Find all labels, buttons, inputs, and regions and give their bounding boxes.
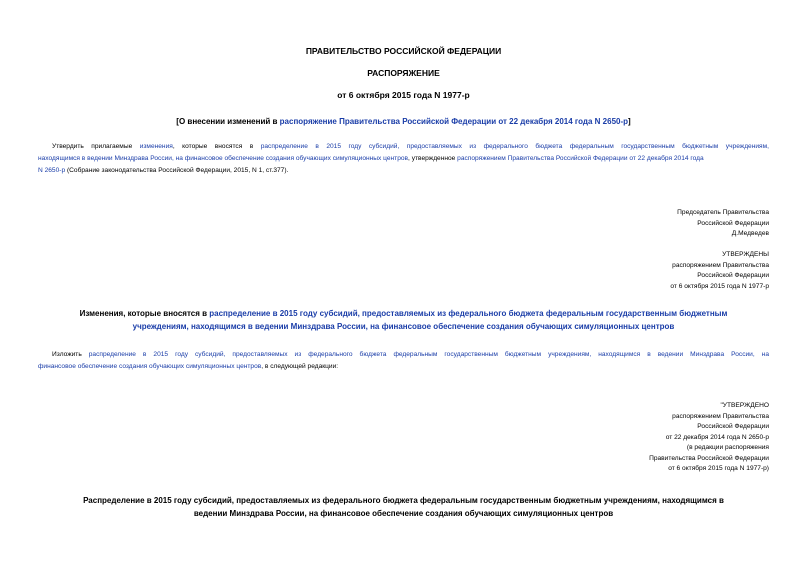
- changes-heading: [40, 307, 767, 333]
- resolution-paragraph: [38, 141, 769, 177]
- document-title: [0, 117, 807, 126]
- approval-title: "УТВЕРЖДЕНО: [720, 402, 769, 409]
- approval-line: Российской Федерации: [697, 272, 769, 279]
- title-link[interactable]: распоряжение Правительства Российской Федерации от 22 декабря 2014 года N 2650-р: [279, 117, 629, 126]
- heading-text: Изменения, которые вносятся в: [79, 309, 210, 318]
- order-link[interactable]: распоряжением Правительства Российской Федерации от 22 декабря 2014 года: [457, 155, 704, 162]
- distribution-heading: [40, 494, 767, 520]
- signature-block: [677, 208, 769, 240]
- paragraph-line: [38, 165, 769, 177]
- heading-distribution-link[interactable]: распределение в 2015 году субсидий, предоставляемых из федерального бюджета федеральным государственным бюджетным: [209, 309, 728, 318]
- title-prefix: [О внесении изменений в: [176, 117, 280, 126]
- title-suffix: ]: [628, 117, 631, 126]
- approval-line: распоряжением Правительства: [672, 261, 769, 269]
- changes-link[interactable]: изменения: [139, 143, 173, 150]
- document-type-heading: РАСПОРЯЖЕНИЕ: [367, 68, 440, 78]
- amendment-distribution-link[interactable]: распределение в 2015 году субсидий, предоставляемых из федерального бюджета федеральным государственным бюджетным учреждениям, находящимся в ведении Минздрава России, на: [88, 351, 769, 358]
- signature-name: Д.Медведев: [731, 230, 769, 237]
- government-heading: ПРАВИТЕЛЬСТВО РОССИЙСКОЙ ФЕДЕРАЦИИ: [305, 46, 502, 56]
- heading-line: ведении Минздрава России, на финансовое обеспечение создания обучающих симуляционных центров: [193, 509, 614, 518]
- distribution-link-cont[interactable]: находящимся в ведении Минздрава России, на финансовое обеспечение создания обучающих симуляционных центров: [38, 155, 409, 162]
- paragraph-text: , утвержденное: [408, 155, 458, 162]
- heading-distribution-link-cont[interactable]: учреждениям, находящимся в ведении Минздрава России, на финансовое обеспечение создания обучающих симуляционных центров: [132, 322, 675, 331]
- amendment-distribution-link-cont[interactable]: финансовое обеспечение создания обучающих симуляционных центров: [38, 363, 262, 370]
- approval-date: от 6 октября 2015 года N 1977-р): [668, 465, 769, 472]
- distribution-link[interactable]: распределение в 2015 году субсидий, предоставляемых из федерального бюджета федеральным государственным бюджетным учреждениям,: [260, 143, 769, 150]
- paragraph-text: , которые вносятся в: [172, 143, 261, 150]
- approval-stamp-revised: [649, 401, 769, 475]
- paragraph-text: (Собрание законодательства Российской Федерации, 2015, N 1, ст.377).: [65, 167, 289, 174]
- paragraph-line: [38, 141, 769, 153]
- paragraph-line: [38, 153, 769, 165]
- signature-position: Председатель Правительства: [677, 209, 769, 216]
- paragraph-line: [38, 349, 769, 361]
- paragraph-text: Утвердить прилагаемые: [52, 143, 140, 150]
- approval-line: Правительства Российской Федерации: [649, 454, 769, 462]
- document-date-line: от 6 октября 2015 года N 1977-р: [337, 90, 470, 100]
- heading-line: [40, 307, 767, 320]
- order-number-link[interactable]: N 2650-р: [38, 167, 66, 174]
- approval-line: Российской Федерации: [697, 423, 769, 430]
- signature-country: Российской Федерации: [697, 219, 769, 227]
- approval-line: (в редакции распоряжения: [686, 444, 769, 451]
- paragraph-line: [38, 361, 769, 373]
- paragraph-text: Изложить: [52, 351, 89, 358]
- approval-line: распоряжением Правительства: [672, 412, 769, 420]
- amendment-paragraph: [38, 349, 769, 373]
- approval-date: от 6 октября 2015 года N 1977-р: [670, 282, 769, 290]
- heading-line: Распределение в 2015 году субсидий, предоставляемых из федерального бюджета федеральным государственным бюджетным учреждениям, находящимся в: [83, 496, 724, 505]
- approval-stamp: [670, 250, 769, 292]
- paragraph-text: , в следующей редакции:: [261, 363, 339, 370]
- approval-date: от 22 декабря 2014 года N 2650-р: [665, 433, 769, 441]
- approval-title: УТВЕРЖДЕНЫ: [722, 251, 769, 258]
